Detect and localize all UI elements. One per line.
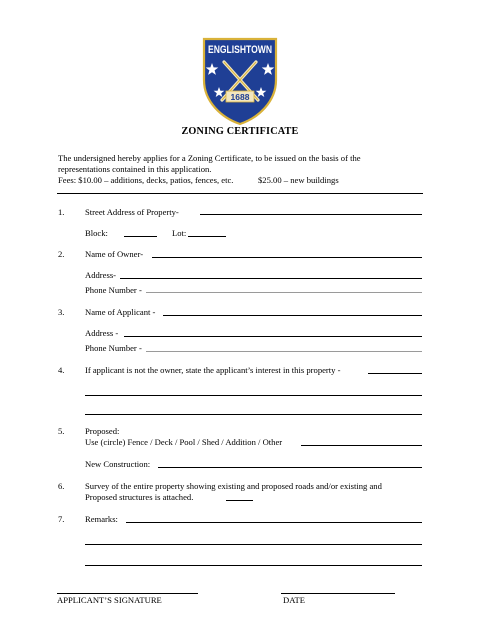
proposed-use-label: Use (circle) Fence / Deck / Pool / Shed / Addition / Other bbox=[85, 437, 283, 447]
lot-label: Lot: bbox=[172, 228, 187, 238]
remarks-field[interactable] bbox=[126, 522, 422, 523]
survey-text-line-1: Survey of the entire property showing existing and proposed roads and/or existing and bbox=[85, 481, 382, 491]
item-7-number: 7. bbox=[58, 514, 65, 524]
survey-attached-field[interactable] bbox=[226, 500, 253, 501]
fees-new-buildings: $25.00 – new buildings bbox=[258, 175, 339, 185]
section-divider bbox=[57, 193, 423, 194]
seal-name: ENGLISHTOWN bbox=[208, 44, 273, 56]
item-5-number: 5. bbox=[58, 426, 65, 436]
applicant-signature-label: APPLICANT’S SIGNATURE bbox=[57, 595, 162, 605]
street-address-label: Street Address of Property- bbox=[85, 207, 179, 217]
block-field[interactable] bbox=[124, 236, 157, 237]
applicant-address-label: Address - bbox=[85, 328, 119, 338]
applicant-name-field[interactable] bbox=[163, 315, 422, 316]
applicant-phone-label: Phone Number - bbox=[85, 343, 142, 353]
englishtown-seal bbox=[200, 36, 280, 126]
lot-field[interactable] bbox=[188, 236, 226, 237]
proposed-use-field[interactable] bbox=[301, 445, 422, 446]
block-label: Block: bbox=[85, 228, 108, 238]
intro-line-2: representations contained in this application. bbox=[58, 164, 212, 174]
owner-phone-label: Phone Number - bbox=[85, 285, 142, 295]
new-construction-field[interactable] bbox=[158, 467, 422, 468]
page-title: ZONING CERTIFICATE bbox=[181, 126, 299, 137]
applicant-phone-field[interactable] bbox=[146, 351, 422, 352]
applicant-interest-label: If applicant is not the owner, state the applicant’s interest in this property - bbox=[85, 365, 341, 375]
date-label: DATE bbox=[283, 595, 305, 605]
new-construction-label: New Construction: bbox=[85, 459, 151, 469]
remarks-line-2[interactable] bbox=[85, 544, 422, 545]
survey-text-line-2: Proposed structures is attached. bbox=[85, 492, 194, 502]
item-3-number: 3. bbox=[58, 307, 65, 317]
street-address-field[interactable] bbox=[200, 214, 422, 215]
applicant-interest-line-2[interactable] bbox=[85, 395, 422, 396]
applicant-name-label: Name of Applicant - bbox=[85, 307, 156, 317]
owner-phone-field[interactable] bbox=[146, 292, 422, 293]
seal-year: 1688 bbox=[230, 92, 250, 102]
date-field[interactable] bbox=[281, 593, 395, 594]
item-4-number: 4. bbox=[58, 365, 65, 375]
owner-address-field[interactable] bbox=[120, 278, 422, 279]
owner-name-field[interactable] bbox=[152, 257, 422, 258]
remarks-line-3[interactable] bbox=[85, 565, 422, 566]
remarks-label: Remarks: bbox=[85, 514, 118, 524]
proposed-label: Proposed: bbox=[85, 426, 120, 436]
applicant-interest-field[interactable] bbox=[368, 373, 422, 374]
applicant-interest-line-3[interactable] bbox=[85, 414, 422, 415]
item-6-number: 6. bbox=[58, 481, 65, 491]
owner-name-label: Name of Owner- bbox=[85, 249, 144, 259]
fees-text: Fees: $10.00 – additions, decks, patios, fences, etc. bbox=[58, 175, 234, 185]
applicant-address-field[interactable] bbox=[124, 336, 422, 337]
item-1-number: 1. bbox=[58, 207, 65, 217]
item-2-number: 2. bbox=[58, 249, 65, 259]
applicant-signature-field[interactable] bbox=[57, 593, 198, 594]
owner-address-label: Address- bbox=[85, 270, 117, 280]
intro-line-1: The undersigned hereby applies for a Zoning Certificate, to be issued on the basis of the bbox=[58, 153, 361, 163]
